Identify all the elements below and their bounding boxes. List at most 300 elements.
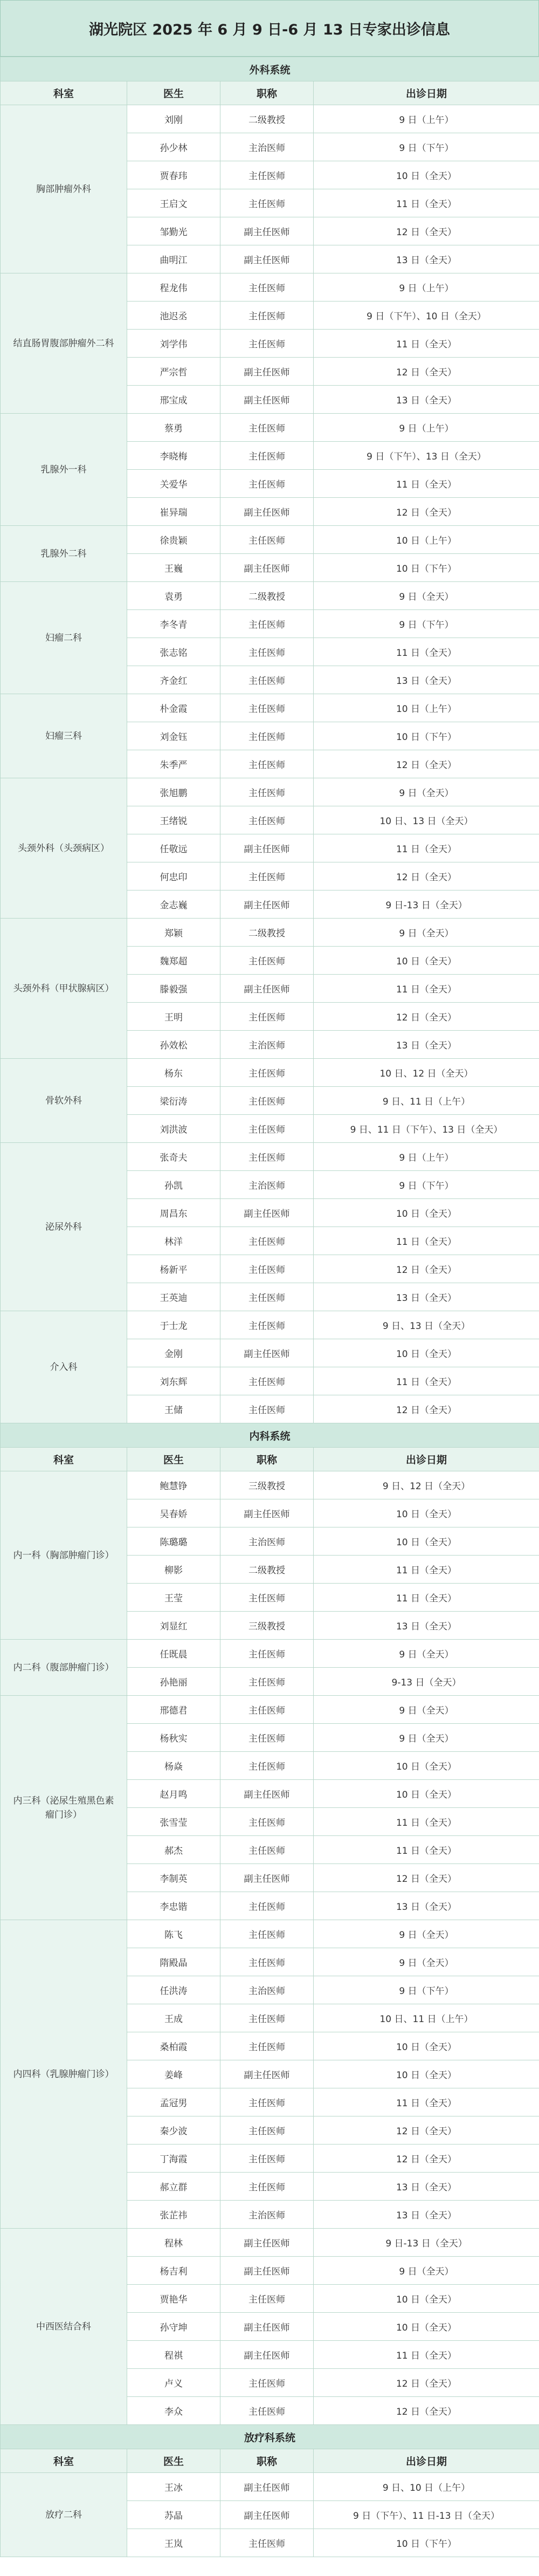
- clinic-dates: 9 日（下午）: [314, 610, 539, 638]
- table-row: [1, 1471, 539, 1499]
- doctor-title: 主任医师: [220, 1227, 314, 1255]
- clinic-dates: 13 日（全天）: [314, 666, 539, 694]
- doctor-name: 郑颖: [127, 919, 220, 947]
- doctor-title: 主任医师: [220, 442, 314, 470]
- doctor-title: 副主任医师: [220, 1199, 314, 1227]
- doctor-title: 主任医师: [220, 1808, 314, 1836]
- doctor-title: 主任医师: [220, 2397, 314, 2425]
- doctor-title: 主任医师: [220, 694, 314, 722]
- section-title: 外科系统: [1, 57, 539, 81]
- clinic-dates: 12 日（全天）: [314, 750, 539, 778]
- clinic-dates: 12 日（全天）: [314, 1864, 539, 1892]
- clinic-dates: 13 日（全天）: [314, 1031, 539, 1059]
- page-title: 湖光院区 2025 年 6 月 9 日-6 月 13 日专家出诊信息: [0, 0, 539, 57]
- table-row: [1, 582, 539, 610]
- department-name: 泌尿外科: [1, 1143, 127, 1311]
- doctor-name: 刘刚: [127, 105, 220, 133]
- department-name: 乳腺外一科: [1, 414, 127, 526]
- clinic-dates: 10 日（下午）: [314, 554, 539, 582]
- doctor-title: 主任医师: [220, 1143, 314, 1171]
- clinic-dates: 13 日（全天）: [314, 2201, 539, 2229]
- doctor-title: 主任医师: [220, 722, 314, 750]
- doctor-title: 二级教授: [220, 582, 314, 610]
- clinic-dates: 10 日（全天）: [314, 1780, 539, 1808]
- doctor-title: 副主任医师: [220, 1864, 314, 1892]
- clinic-dates: 13 日（全天）: [314, 1612, 539, 1640]
- doctor-name: 林洋: [127, 1227, 220, 1255]
- doctor-name: 孙少林: [127, 133, 220, 161]
- clinic-dates: 11 日（全天）: [314, 2088, 539, 2116]
- doctor-name: 蔡勇: [127, 414, 220, 442]
- doctor-name: 李制英: [127, 1864, 220, 1892]
- clinic-dates: 10 日（全天）: [314, 161, 539, 189]
- doctor-name: 杨秋实: [127, 1724, 220, 1752]
- doctor-title: 副主任医师: [220, 2341, 314, 2369]
- department-name: 乳腺外二科: [1, 526, 127, 582]
- doctor-title: 副主任医师: [220, 834, 314, 862]
- doctor-name: 朱季严: [127, 750, 220, 778]
- doctor-title: 主任医师: [220, 1724, 314, 1752]
- doctor-name: 贾春玮: [127, 161, 220, 189]
- clinic-dates: 12 日（全天）: [314, 498, 539, 526]
- clinic-dates: 9 日（下午）: [314, 133, 539, 161]
- doctor-name: 袁勇: [127, 582, 220, 610]
- doctor-name: 王英迪: [127, 1283, 220, 1311]
- clinic-dates: 10 日（全天）: [314, 2313, 539, 2341]
- doctor-title: 二级教授: [220, 919, 314, 947]
- section-title: 放疗科系统: [1, 2425, 539, 2449]
- doctor-name: 郝杰: [127, 1836, 220, 1864]
- doctor-title: 主任医师: [220, 1948, 314, 1976]
- clinic-dates: 10 日（全天）: [314, 2032, 539, 2060]
- clinic-dates: 11 日（全天）: [314, 975, 539, 1003]
- table-row: [1, 1143, 539, 1171]
- doctor-title: 主任医师: [220, 1255, 314, 1283]
- doctor-title: 副主任医师: [220, 217, 314, 245]
- clinic-dates: 11 日（全天）: [314, 1227, 539, 1255]
- clinic-dates: 9 日（下午）: [314, 1976, 539, 2004]
- column-header: 医生: [127, 2449, 220, 2473]
- clinic-dates: 9 日（下午）、10 日（全天）: [314, 302, 539, 330]
- clinic-dates: 9 日（全天）: [314, 1920, 539, 1948]
- table-row: [1, 1920, 539, 1948]
- doctor-name: 任敬远: [127, 834, 220, 862]
- doctor-title: 主任医师: [220, 1640, 314, 1668]
- doctor-name: 鲍慧铮: [127, 1471, 220, 1499]
- doctor-name: 姜峰: [127, 2060, 220, 2088]
- doctor-title: 副主任医师: [220, 245, 314, 273]
- doctor-name: 王储: [127, 1395, 220, 1423]
- doctor-title: 二级教授: [220, 1556, 314, 1584]
- clinic-dates: 11 日（全天）: [314, 1367, 539, 1395]
- clinic-dates: 12 日（全天）: [314, 1255, 539, 1283]
- clinic-dates: 13 日（全天）: [314, 386, 539, 414]
- clinic-dates: 9-13 日（全天）: [314, 1668, 539, 1696]
- doctor-name: 任既晨: [127, 1640, 220, 1668]
- doctor-name: 任洪涛: [127, 1976, 220, 2004]
- column-header-row: [1, 1448, 539, 1471]
- doctor-title: 主任医师: [220, 947, 314, 975]
- clinic-dates: 10 日（全天）: [314, 947, 539, 975]
- clinic-dates: 9 日（全天）: [314, 919, 539, 947]
- column-header: 出诊日期: [314, 81, 539, 105]
- clinic-dates: 9 日（下午）、11 日-13 日（全天）: [314, 2501, 539, 2529]
- clinic-dates: 11 日（全天）: [314, 1556, 539, 1584]
- doctor-name: 孙守坤: [127, 2313, 220, 2341]
- doctor-title: 副主任医师: [220, 1339, 314, 1367]
- doctor-name: 程龙伟: [127, 273, 220, 302]
- doctor-title: 副主任医师: [220, 358, 314, 386]
- table-row: [1, 526, 539, 554]
- doctor-title: 主任医师: [220, 2285, 314, 2313]
- column-header: 科室: [1, 1448, 127, 1471]
- doctor-title: 副主任医师: [220, 1780, 314, 1808]
- department-name: 介入科: [1, 1311, 127, 1423]
- doctor-title: 主任医师: [220, 2369, 314, 2397]
- doctor-title: 主治医师: [220, 1171, 314, 1199]
- doctor-title: 主任医师: [220, 2173, 314, 2201]
- clinic-dates: 9 日-13 日（全天）: [314, 2229, 539, 2257]
- doctor-title: 主任医师: [220, 750, 314, 778]
- department-name: 骨软外科: [1, 1059, 127, 1143]
- clinic-dates: 9 日（上午）: [314, 414, 539, 442]
- clinic-dates: 9 日（全天）: [314, 582, 539, 610]
- doctor-title: 副主任医师: [220, 2473, 314, 2501]
- clinic-dates: 9 日、11 日（上午）: [314, 1087, 539, 1115]
- section-title-row: [1, 1423, 539, 1448]
- column-header: 医生: [127, 1448, 220, 1471]
- doctor-name: 王成: [127, 2004, 220, 2032]
- doctor-name: 郝立群: [127, 2173, 220, 2201]
- clinic-dates: 12 日（全天）: [314, 1003, 539, 1031]
- doctor-name: 孙效松: [127, 1031, 220, 1059]
- department-name: 中西医结合科: [1, 2229, 127, 2425]
- doctor-name: 李晓梅: [127, 442, 220, 470]
- doctor-title: 主任医师: [220, 1696, 314, 1724]
- clinic-dates: 10 日、13 日（全天）: [314, 806, 539, 834]
- clinic-dates: 13 日（全天）: [314, 245, 539, 273]
- table-row: [1, 694, 539, 722]
- clinic-dates: 13 日（全天）: [314, 2173, 539, 2201]
- doctor-name: 张旭鹏: [127, 778, 220, 806]
- section-title-row: [1, 57, 539, 81]
- doctor-name: 张志铭: [127, 638, 220, 666]
- clinic-dates: 10 日（全天）: [314, 2285, 539, 2313]
- clinic-dates: 12 日（全天）: [314, 1395, 539, 1423]
- column-header: 出诊日期: [314, 1448, 539, 1471]
- doctor-name: 王启文: [127, 189, 220, 217]
- doctor-name: 孙艳丽: [127, 1668, 220, 1696]
- clinic-dates: 10 日（全天）: [314, 2060, 539, 2088]
- section-title: 内科系统: [1, 1423, 539, 1448]
- doctor-title: 主任医师: [220, 1003, 314, 1031]
- clinic-dates: 12 日（全天）: [314, 862, 539, 890]
- column-header-row: [1, 2449, 539, 2473]
- clinic-dates: 12 日（全天）: [314, 2397, 539, 2425]
- clinic-dates: 9 日（全天）: [314, 2257, 539, 2285]
- clinic-dates: 10 日（全天）: [314, 1499, 539, 1527]
- doctor-title: 三级教授: [220, 1471, 314, 1499]
- doctor-title: 主任医师: [220, 526, 314, 554]
- doctor-title: 主任医师: [220, 610, 314, 638]
- doctor-name: 贾艳华: [127, 2285, 220, 2313]
- doctor-title: 主任医师: [220, 1584, 314, 1612]
- clinic-dates: 9 日、11 日（下午）、13 日（全天）: [314, 1115, 539, 1143]
- clinic-dates: 11 日（全天）: [314, 638, 539, 666]
- doctor-title: 主任医师: [220, 302, 314, 330]
- clinic-dates: 9 日、12 日（全天）: [314, 1471, 539, 1499]
- doctor-title: 主任医师: [220, 1087, 314, 1115]
- section-title-row: [1, 2425, 539, 2449]
- clinic-dates: 10 日（全天）: [314, 1339, 539, 1367]
- column-header: 职称: [220, 1448, 314, 1471]
- doctor-title: 主任医师: [220, 666, 314, 694]
- column-header: 医生: [127, 81, 220, 105]
- doctor-name: 孟冠男: [127, 2088, 220, 2116]
- column-header: 职称: [220, 81, 314, 105]
- department-name: 内四科（乳腺肿瘤门诊）: [1, 1920, 127, 2229]
- doctor-title: 副主任医师: [220, 2257, 314, 2285]
- table-row: [1, 1059, 539, 1087]
- clinic-dates: 9 日、13 日（全天）: [314, 1311, 539, 1339]
- doctor-title: 主任医师: [220, 1283, 314, 1311]
- clinic-dates: 9 日（下午）: [314, 1171, 539, 1199]
- doctor-title: 副主任医师: [220, 386, 314, 414]
- clinic-dates: 11 日（全天）: [314, 189, 539, 217]
- column-header: 职称: [220, 2449, 314, 2473]
- doctor-title: 主治医师: [220, 133, 314, 161]
- table-row: [1, 273, 539, 302]
- department-name: 妇瘤二科: [1, 582, 127, 694]
- clinic-dates: 9 日（上午）: [314, 105, 539, 133]
- column-header-row: [1, 81, 539, 105]
- doctor-title: 主任医师: [220, 1836, 314, 1864]
- doctor-title: 副主任医师: [220, 498, 314, 526]
- clinic-dates: 12 日（全天）: [314, 2145, 539, 2173]
- table-row: [1, 919, 539, 947]
- doctor-name: 李众: [127, 2397, 220, 2425]
- clinic-dates: 10 日（下午）: [314, 722, 539, 750]
- doctor-title: 主任医师: [220, 778, 314, 806]
- doctor-name: 邢德君: [127, 1696, 220, 1724]
- doctor-title: 副主任医师: [220, 554, 314, 582]
- doctor-title: 主任医师: [220, 2032, 314, 2060]
- doctor-title: 主任医师: [220, 806, 314, 834]
- doctor-title: 主任医师: [220, 1395, 314, 1423]
- doctor-name: 吴春娇: [127, 1499, 220, 1527]
- doctor-title: 主任医师: [220, 1752, 314, 1780]
- doctor-name: 陈璐璐: [127, 1527, 220, 1556]
- doctor-name: 王岚: [127, 2529, 220, 2557]
- clinic-dates: 9 日（上午）: [314, 1143, 539, 1171]
- doctor-name: 金志巍: [127, 890, 220, 919]
- doctor-name: 张雪莹: [127, 1808, 220, 1836]
- doctor-name: 孙凯: [127, 1171, 220, 1199]
- doctor-name: 张芷祎: [127, 2201, 220, 2229]
- clinic-dates: 9 日（全天）: [314, 1948, 539, 1976]
- table-row: [1, 1640, 539, 1668]
- doctor-name: 王绪锐: [127, 806, 220, 834]
- doctor-name: 池迟丞: [127, 302, 220, 330]
- table-row: [1, 2229, 539, 2257]
- doctor-name: 程祺: [127, 2341, 220, 2369]
- doctor-title: 副主任医师: [220, 2229, 314, 2257]
- doctor-name: 齐金红: [127, 666, 220, 694]
- clinic-dates: 9 日（全天）: [314, 778, 539, 806]
- doctor-title: 主任医师: [220, 1892, 314, 1920]
- department-name: 内二科（腹部肿瘤门诊）: [1, 1640, 127, 1696]
- doctor-title: 主任医师: [220, 189, 314, 217]
- doctor-title: 主治医师: [220, 1976, 314, 2004]
- doctor-name: 刘洪波: [127, 1115, 220, 1143]
- table-row: [1, 1311, 539, 1339]
- doctor-title: 主任医师: [220, 161, 314, 189]
- clinic-dates: 9 日（下午）、13 日（全天）: [314, 442, 539, 470]
- doctor-title: 主任医师: [220, 2116, 314, 2145]
- doctor-name: 关爱华: [127, 470, 220, 498]
- doctor-name: 刘显红: [127, 1612, 220, 1640]
- doctor-title: 副主任医师: [220, 890, 314, 919]
- clinic-dates: 10 日（上午）: [314, 694, 539, 722]
- doctor-name: 曲明江: [127, 245, 220, 273]
- doctor-name: 秦少波: [127, 2116, 220, 2145]
- doctor-name: 王明: [127, 1003, 220, 1031]
- doctor-title: 主任医师: [220, 638, 314, 666]
- doctor-name: 柳影: [127, 1556, 220, 1584]
- doctor-name: 何忠印: [127, 862, 220, 890]
- clinic-dates: 12 日（全天）: [314, 2116, 539, 2145]
- doctor-name: 张奇夫: [127, 1143, 220, 1171]
- clinic-dates: 12 日（全天）: [314, 217, 539, 245]
- clinic-dates: 9 日（上午）: [314, 273, 539, 302]
- doctor-title: 主任医师: [220, 2145, 314, 2173]
- doctor-title: 副主任医师: [220, 975, 314, 1003]
- column-header: 出诊日期: [314, 2449, 539, 2473]
- table-row: [1, 1696, 539, 1724]
- doctor-title: 主任医师: [220, 2529, 314, 2557]
- clinic-dates: 9 日-13 日（全天）: [314, 890, 539, 919]
- department-name: 内一科（胸部肿瘤门诊）: [1, 1471, 127, 1640]
- table-row: [1, 778, 539, 806]
- doctor-name: 崔异瑞: [127, 498, 220, 526]
- doctor-name: 杨东: [127, 1059, 220, 1087]
- doctor-name: 滕毅强: [127, 975, 220, 1003]
- doctor-title: 二级教授: [220, 105, 314, 133]
- doctor-title: 副主任医师: [220, 2313, 314, 2341]
- clinic-dates: 10 日（下午）: [314, 2529, 539, 2557]
- clinic-dates: 11 日（全天）: [314, 1808, 539, 1836]
- clinic-dates: 9 日（全天）: [314, 1640, 539, 1668]
- clinic-dates: 9 日（全天）: [314, 1696, 539, 1724]
- clinic-dates: 10 日（全天）: [314, 1527, 539, 1556]
- doctor-name: 杨焱: [127, 1752, 220, 1780]
- doctor-name: 王巍: [127, 554, 220, 582]
- doctor-title: 主任医师: [220, 330, 314, 358]
- doctor-title: 主任医师: [220, 2004, 314, 2032]
- doctor-name: 徐贵颖: [127, 526, 220, 554]
- schedule-table: [0, 57, 539, 2557]
- table-row: [1, 105, 539, 133]
- clinic-dates: 10 日、12 日（全天）: [314, 1059, 539, 1087]
- doctor-title: 主治医师: [220, 1527, 314, 1556]
- doctor-title: 主任医师: [220, 414, 314, 442]
- doctor-title: 副主任医师: [220, 2060, 314, 2088]
- clinic-dates: 13 日（全天）: [314, 1892, 539, 1920]
- clinic-dates: 11 日（全天）: [314, 330, 539, 358]
- doctor-title: 主治医师: [220, 2201, 314, 2229]
- clinic-dates: 9 日（全天）: [314, 1724, 539, 1752]
- doctor-title: 主任医师: [220, 1367, 314, 1395]
- doctor-name: 王莹: [127, 1584, 220, 1612]
- clinic-dates: 13 日（全天）: [314, 1283, 539, 1311]
- doctor-title: 主任医师: [220, 1059, 314, 1087]
- department-name: 头颈外科（甲状腺病区）: [1, 919, 127, 1059]
- doctor-name: 于士龙: [127, 1311, 220, 1339]
- doctor-name: 朴金霞: [127, 694, 220, 722]
- clinic-dates: 11 日（全天）: [314, 834, 539, 862]
- doctor-name: 隋殿晶: [127, 1948, 220, 1976]
- doctor-name: 金刚: [127, 1339, 220, 1367]
- doctor-title: 主任医师: [220, 273, 314, 302]
- doctor-name: 严宗哲: [127, 358, 220, 386]
- department-name: 放疗二科: [1, 2473, 127, 2557]
- doctor-name: 卢义: [127, 2369, 220, 2397]
- clinic-dates: 12 日（全天）: [314, 358, 539, 386]
- clinic-dates: 10 日（全天）: [314, 1752, 539, 1780]
- doctor-name: 邹勤光: [127, 217, 220, 245]
- doctor-name: 桑柏霞: [127, 2032, 220, 2060]
- doctor-title: 主任医师: [220, 1115, 314, 1143]
- department-name: 胸部肿瘤外科: [1, 105, 127, 273]
- clinic-dates: 10 日、11 日（上午）: [314, 2004, 539, 2032]
- table-row: [1, 2473, 539, 2501]
- doctor-name: 邢宝成: [127, 386, 220, 414]
- doctor-name: 刘金钰: [127, 722, 220, 750]
- doctor-name: 李忠锴: [127, 1892, 220, 1920]
- doctor-name: 陈飞: [127, 1920, 220, 1948]
- department-name: 内三科（泌尿生殖黑色素瘤门诊）: [1, 1696, 127, 1920]
- clinic-dates: 9 日、10 日（上午）: [314, 2473, 539, 2501]
- doctor-name: 丁海霞: [127, 2145, 220, 2173]
- doctor-name: 王冰: [127, 2473, 220, 2501]
- doctor-name: 魏郑超: [127, 947, 220, 975]
- clinic-dates: 12 日（全天）: [314, 2369, 539, 2397]
- doctor-title: 主任医师: [220, 1668, 314, 1696]
- doctor-title: 主任医师: [220, 1920, 314, 1948]
- department-name: 结直肠胃腹部肿瘤外二科: [1, 273, 127, 414]
- doctor-title: 三级教授: [220, 1612, 314, 1640]
- table-row: [1, 414, 539, 442]
- doctor-name: 李冬青: [127, 610, 220, 638]
- doctor-title: 副主任医师: [220, 1499, 314, 1527]
- doctor-title: 主任医师: [220, 2088, 314, 2116]
- clinic-dates: 11 日（全天）: [314, 2341, 539, 2369]
- doctor-name: 赵月鸣: [127, 1780, 220, 1808]
- doctor-title: 主任医师: [220, 862, 314, 890]
- doctor-title: 主任医师: [220, 1311, 314, 1339]
- column-header: 科室: [1, 81, 127, 105]
- clinic-dates: 11 日（全天）: [314, 1836, 539, 1864]
- doctor-name: 周昌东: [127, 1199, 220, 1227]
- doctor-name: 刘东辉: [127, 1367, 220, 1395]
- clinic-dates: 10 日（全天）: [314, 1199, 539, 1227]
- doctor-title: 副主任医师: [220, 2501, 314, 2529]
- doctor-title: 主治医师: [220, 1031, 314, 1059]
- department-name: 妇瘤三科: [1, 694, 127, 778]
- clinic-dates: 11 日（全天）: [314, 470, 539, 498]
- doctor-name: 刘学伟: [127, 330, 220, 358]
- department-name: 头颈外科（头颈病区）: [1, 778, 127, 919]
